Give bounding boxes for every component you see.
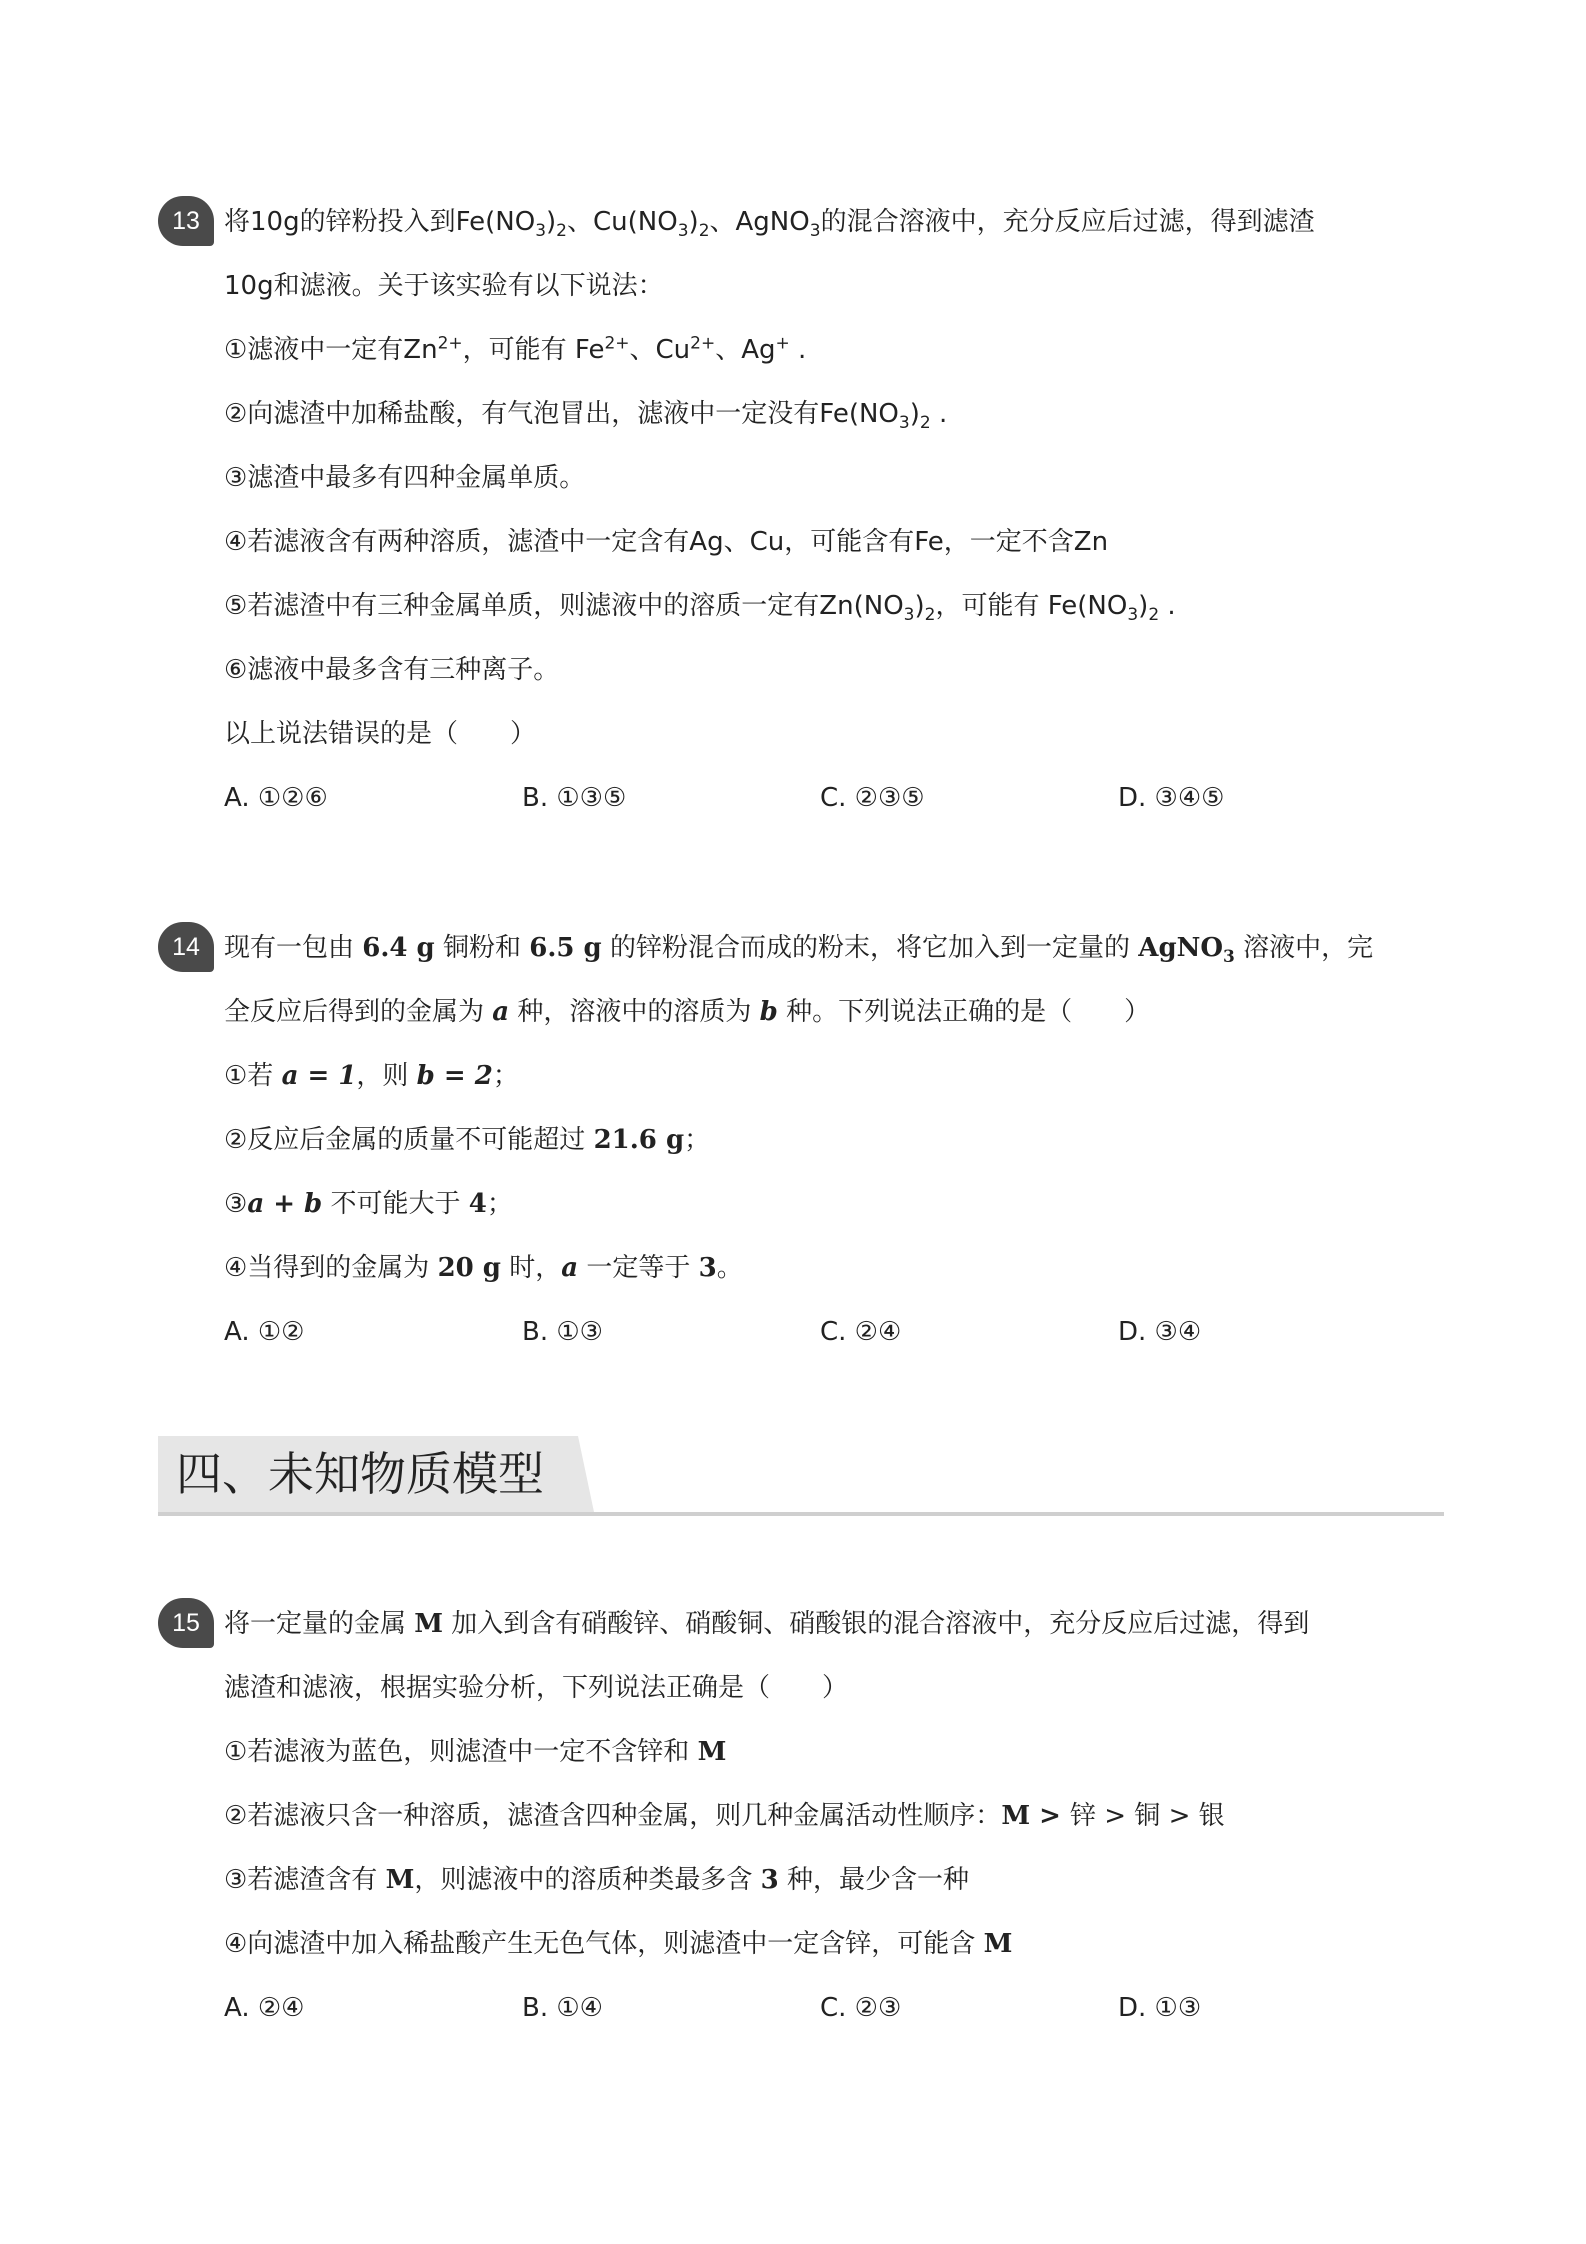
question-stem-continued: 10g和滤液。关于该实验有以下说法：: [224, 271, 664, 301]
statement-3: ③若滤渣含有 M，则滤液中的溶质种类最多含 3 种，最少含一种: [224, 1865, 969, 1895]
statement-6: ⑥滤液中最多含有三种离子。: [224, 655, 560, 685]
option-c[interactable]: C. ②③: [820, 1993, 902, 2023]
statement-2: ②若滤液只含一种溶质，滤渣含四种金属，则几种金属活动性顺序：M > 锌 > 铜 > 银: [224, 1801, 1225, 1831]
statement-4: ④当得到的金属为 20 g 时，a 一定等于 3。: [224, 1253, 743, 1283]
question-stem: 将一定量的金属 M 加入到含有硝酸锌、硝酸铜、硝酸银的混合溶液中，充分反应后过滤，得到: [224, 1609, 1310, 1639]
statement-5: ⑤若滤渣中有三种金属单质，则滤液中的溶质一定有$Zn(NO_3)_2$，可能有 $Fe(NO_3)_2$ .: [224, 591, 1176, 626]
question-prompt: 以上说法错误的是（ ）: [224, 719, 537, 749]
question-number-badge: 13: [158, 196, 214, 246]
statement-1: ①若滤液为蓝色，则滤渣中一定不含锌和 M: [224, 1737, 727, 1767]
option-d[interactable]: D. ③④: [1118, 1317, 1202, 1347]
statement-3: ③滤渣中最多有四种金属单质。: [224, 463, 586, 493]
question-number-badge: 15: [158, 1598, 214, 1648]
option-b[interactable]: B. ①④: [522, 1993, 603, 2023]
statement-1: ①滤液中一定有$Zn^{2+}$，可能有 $Fe^{2+}$、$Cu^{2+}$、Ag+ .: [224, 333, 807, 365]
statement-2: ②向滤渣中加稀盐酸，有气泡冒出，滤液中一定没有$Fe(NO_3)_2$ .: [224, 399, 948, 434]
statement-1: ①若 a = 1，则 b = 2；: [224, 1061, 519, 1091]
question-number-badge: 14: [158, 922, 214, 972]
option-c[interactable]: C. ②④: [820, 1317, 902, 1347]
question-stem: 将10g的锌粉投入到$Fe(NO_3)_2$、$Cu(NO_3)_2$、AgNO$_3$的混合溶液中，充分反应后过滤，得到滤渣: [224, 207, 1315, 242]
section-divider: [158, 1512, 1444, 1516]
statement-2: ②反应后金属的质量不可能超过 21.6 g；: [224, 1125, 711, 1155]
option-d[interactable]: D. ①③: [1118, 1993, 1202, 2023]
option-a[interactable]: A. ②④: [224, 1993, 305, 2023]
question-stem-continued: 全反应后得到的金属为 a 种，溶液中的溶质为 b 种。下列说法正确的是（ ）: [224, 997, 1151, 1027]
option-d[interactable]: D. ③④⑤: [1118, 783, 1225, 813]
option-a[interactable]: A. ①②: [224, 1317, 305, 1347]
option-b[interactable]: B. ①③: [522, 1317, 603, 1347]
option-c[interactable]: C. ②③⑤: [820, 783, 925, 813]
question-stem-continued: 滤渣和滤液，根据实验分析，下列说法正确是（ ）: [224, 1673, 849, 1703]
option-a[interactable]: A. ①②⑥: [224, 783, 328, 813]
statement-3: ③a + b 不可能大于 4；: [224, 1189, 513, 1219]
option-b[interactable]: B. ①③⑤: [522, 783, 627, 813]
section-header: [158, 1436, 1444, 1520]
section-title: 四、未知物质模型: [176, 1447, 544, 1501]
statement-4: ④若滤液含有两种溶质，滤渣中一定含有Ag、Cu，可能含有Fe，一定不含Zn: [224, 527, 1109, 557]
question-stem: 现有一包由 6.4 g 铜粉和 6.5 g 的锌粉混合而成的粉末，将它加入到一定量的 AgNO$_3$ 溶液中，完: [224, 933, 1374, 968]
statement-4: ④向滤渣中加入稀盐酸产生无色气体，则滤渣中一定含锌，可能含 M: [224, 1929, 1013, 1959]
